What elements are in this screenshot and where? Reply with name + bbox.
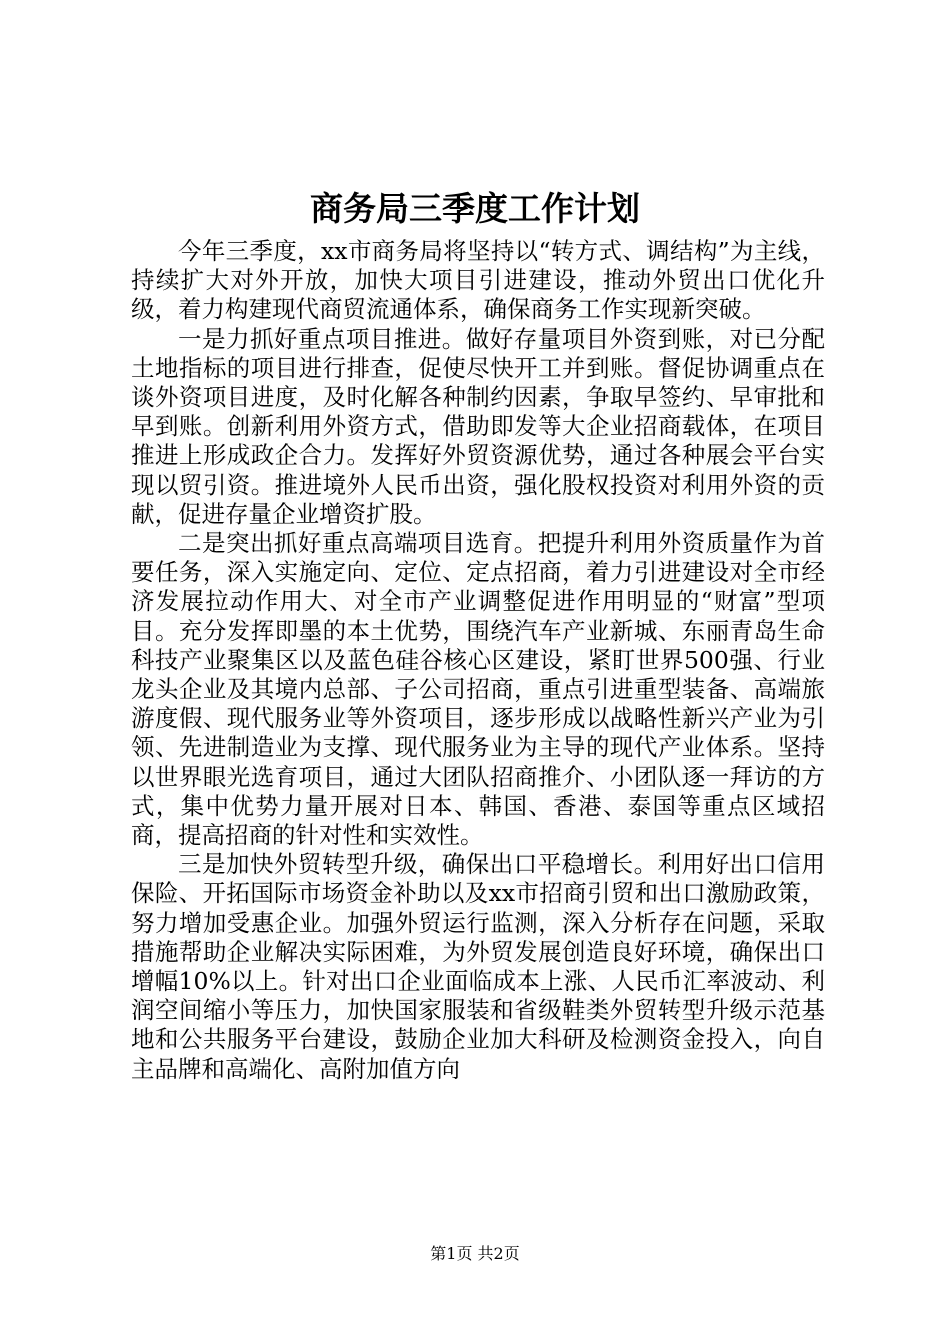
paragraph-high-end-projects: 二是突出抓好重点高端项目选育。把提升利用外资质量作为首要任务，深入实施定向、定位、定点招商，着力引进建设对全市经济发展拉动作用大、对全市产业调整促进作用明显的“财富”型项目。充分发挥即墨的本土优势，围绕汽车产业新城、东丽青岛生命科技产业聚集区以及蓝色硅谷核心区建设，紧盯世界500强、行业龙头企业及其境内总部、子公司招商，重点引进重型装备、高端旅游度假、现代服务业等外资项目，逐步形成以战略性新兴产业为引领、先进制造业为支撑、现代服务业为主导的现代产业体系。坚持以世界眼光选育项目，通过大团队招商推介、小团队逐一拜访的方式，集中优势力量开展对日本、韩国、香港、泰国等重点区域招商，提高招商的针对性和实效性。 <box>131 529 825 850</box>
paragraph-project-promotion: 一是力抓好重点项目推进。做好存量项目外资到账，对已分配土地指标的项目进行排查，促使尽快开工并到账。督促协调重点在谈外资项目进度，及时化解各种制约因素，争取早签约、早审批和早到账。创新利用外资方式，借助即发等大企业招商载体，在项目推进上形成政企合力。发挥好外贸资源优势，通过各种展会平台实现以贸引资。推进境外人民币出资，强化股权投资对利用外资的贡献，促进存量企业增资扩股。 <box>131 324 825 528</box>
paragraph-foreign-trade: 三是加快外贸转型升级，确保出口平稳增长。利用好出口信用保险、开拓国际市场资金补助以及xx市招商引贸和出口激励政策，努力增加受惠企业。加强外贸运行监测，深入分析存在问题，采取措施帮助企业解决实际困难，为外贸发展创造良好环境，确保出口增幅10%以上。针对出口企业面临成本上涨、人民币汇率波动、利润空间缩小等压力，加快国家服装和省级鞋类外贸转型升级示范基地和公共服务平台建设，鼓励企业加大科研及检测资金投入，向自主品牌和高端化、高附加值方向 <box>131 850 825 1083</box>
document-body <box>131 237 825 1084</box>
paragraph-intro: 今年三季度，xx市商务局将坚持以“转方式、调结构”为主线，持续扩大对外开放，加快大项目引进建设，推动外贸出口优化升级，着力构建现代商贸流通体系，确保商务工作实现新突破。 <box>131 237 825 324</box>
page-footer: 第1页 共2页 <box>430 1244 520 1263</box>
document-title: 商务局三季度工作计划 <box>310 189 640 228</box>
